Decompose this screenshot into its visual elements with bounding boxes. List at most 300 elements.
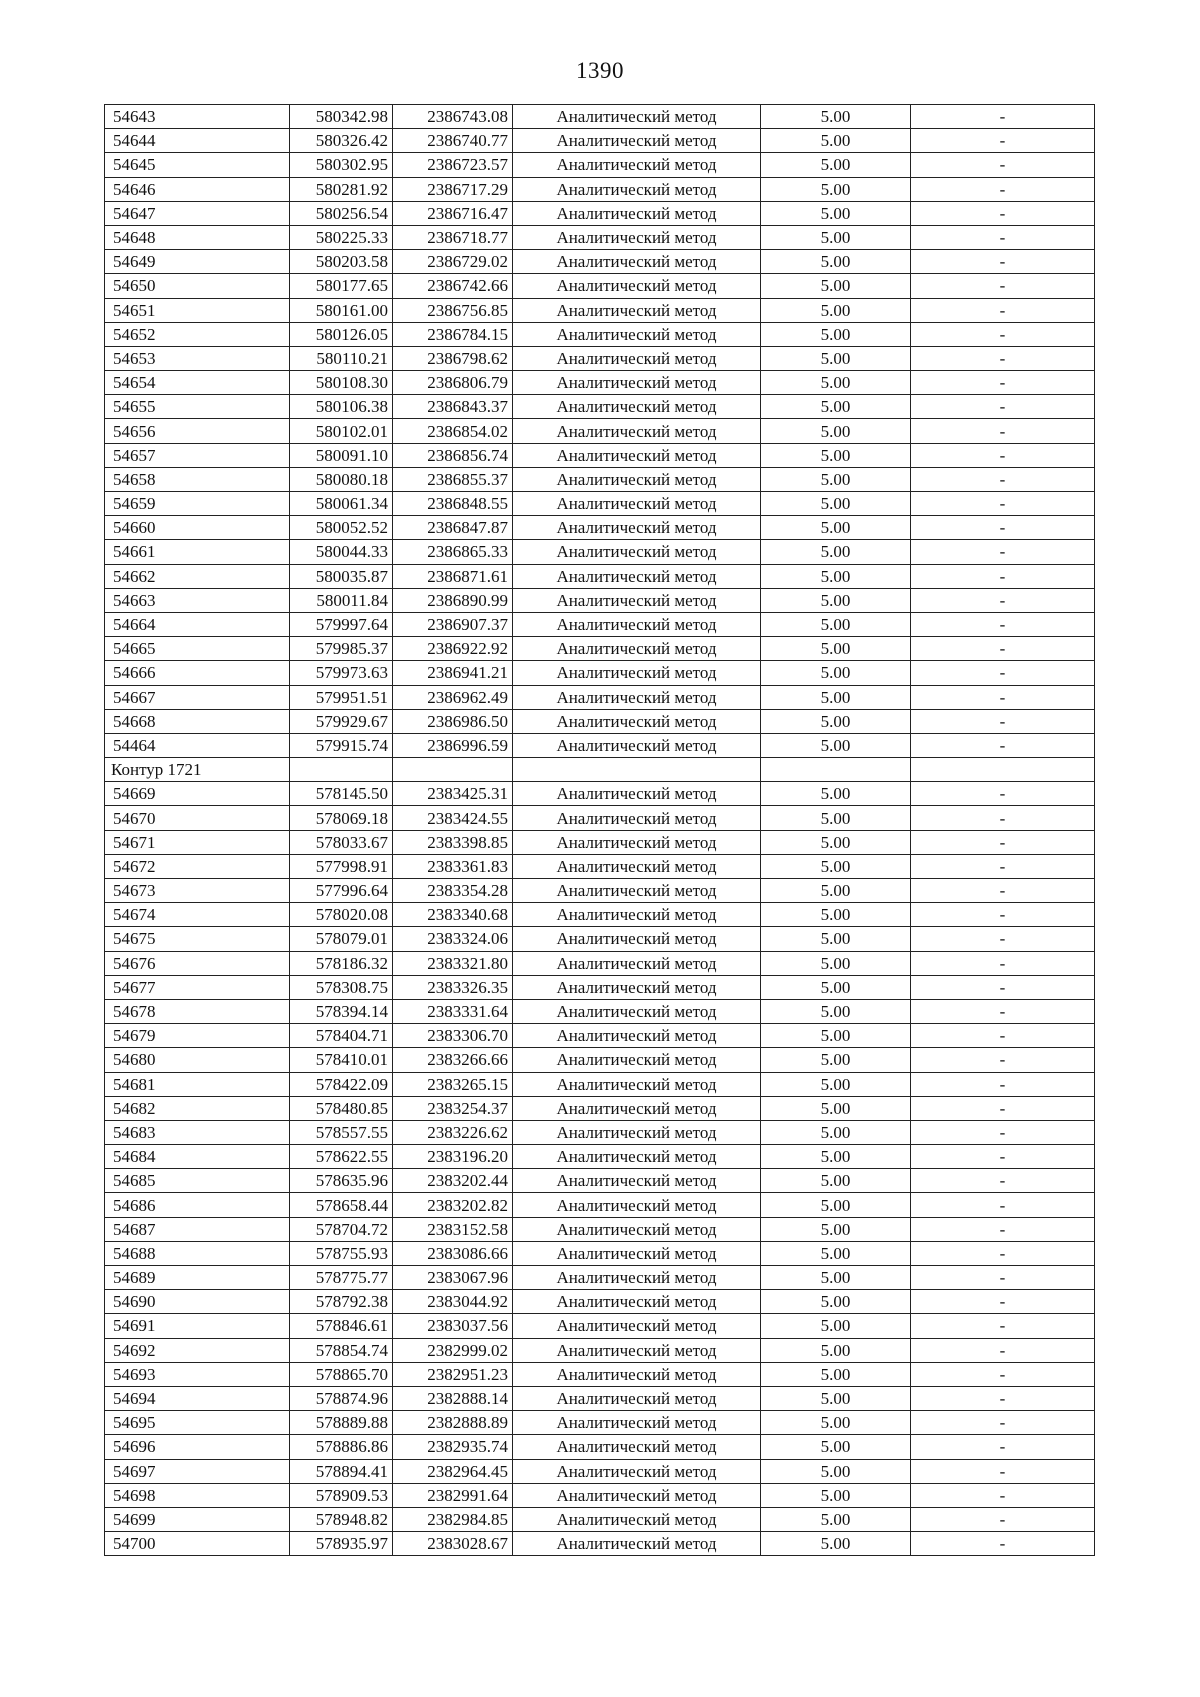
description-cell: - (911, 105, 1095, 129)
point-id-cell: 54670 (105, 806, 290, 830)
accuracy-cell: 5.00 (761, 588, 911, 612)
table-row (105, 1507, 1095, 1531)
point-id-cell: 54643 (105, 105, 290, 129)
description-cell: - (911, 1507, 1095, 1531)
description-cell: - (911, 1145, 1095, 1169)
y-coordinate-cell: 2383326.35 (393, 975, 513, 999)
table-row (105, 588, 1095, 612)
table-row (105, 782, 1095, 806)
page-number: 1390 (576, 58, 624, 83)
description-cell: - (911, 1314, 1095, 1338)
table-row (105, 1241, 1095, 1265)
table-row (105, 903, 1095, 927)
table-row (105, 685, 1095, 709)
point-id-cell: 54667 (105, 685, 290, 709)
accuracy-cell: 5.00 (761, 879, 911, 903)
point-id-cell: 54681 (105, 1072, 290, 1096)
point-id-cell: 54693 (105, 1362, 290, 1386)
x-coordinate-cell: 578033.67 (290, 830, 393, 854)
table-row (105, 612, 1095, 636)
table-row (105, 371, 1095, 395)
point-id-cell: 54645 (105, 153, 290, 177)
table-row (105, 1169, 1095, 1193)
method-cell: Аналитический метод (513, 105, 761, 129)
point-id-cell: 54679 (105, 1024, 290, 1048)
table-row (105, 1290, 1095, 1314)
y-coordinate-cell: 2386847.87 (393, 516, 513, 540)
method-cell: Аналитический метод (513, 951, 761, 975)
table-row (105, 733, 1095, 757)
accuracy-cell: 5.00 (761, 1096, 911, 1120)
table-row (105, 153, 1095, 177)
section-title: Контур 1721 (105, 758, 290, 782)
y-coordinate-cell: 2386843.37 (393, 395, 513, 419)
y-coordinate-cell: 2386717.29 (393, 177, 513, 201)
y-coordinate-cell: 2383266.66 (393, 1048, 513, 1072)
accuracy-cell: 5.00 (761, 1411, 911, 1435)
table-row (105, 1266, 1095, 1290)
point-id-cell: 54646 (105, 177, 290, 201)
x-coordinate-cell: 578658.44 (290, 1193, 393, 1217)
x-coordinate-cell: 580256.54 (290, 201, 393, 225)
description-cell: - (911, 129, 1095, 153)
y-coordinate-cell: 2383324.06 (393, 927, 513, 951)
empty-cell (290, 758, 393, 782)
accuracy-cell: 5.00 (761, 250, 911, 274)
point-id-cell: 54666 (105, 661, 290, 685)
description-cell: - (911, 322, 1095, 346)
x-coordinate-cell: 579915.74 (290, 733, 393, 757)
empty-cell (761, 758, 911, 782)
table-row (105, 419, 1095, 443)
x-coordinate-cell: 578704.72 (290, 1217, 393, 1241)
description-cell: - (911, 371, 1095, 395)
description-cell: - (911, 250, 1095, 274)
table-row (105, 1338, 1095, 1362)
description-cell: - (911, 395, 1095, 419)
accuracy-cell: 5.00 (761, 709, 911, 733)
method-cell: Аналитический метод (513, 443, 761, 467)
table-row (105, 1193, 1095, 1217)
method-cell: Аналитический метод (513, 225, 761, 249)
accuracy-cell: 5.00 (761, 395, 911, 419)
accuracy-cell: 5.00 (761, 516, 911, 540)
y-coordinate-cell: 2383306.70 (393, 1024, 513, 1048)
method-cell: Аналитический метод (513, 612, 761, 636)
method-cell: Аналитический метод (513, 419, 761, 443)
method-cell: Аналитический метод (513, 201, 761, 225)
description-cell: - (911, 1120, 1095, 1144)
x-coordinate-cell: 578069.18 (290, 806, 393, 830)
x-coordinate-cell: 580326.42 (290, 129, 393, 153)
point-id-cell: 54668 (105, 709, 290, 733)
point-id-cell: 54671 (105, 830, 290, 854)
table-row (105, 830, 1095, 854)
point-id-cell: 54651 (105, 298, 290, 322)
x-coordinate-cell: 580102.01 (290, 419, 393, 443)
y-coordinate-cell: 2383425.31 (393, 782, 513, 806)
accuracy-cell: 5.00 (761, 999, 911, 1023)
x-coordinate-cell: 577998.91 (290, 854, 393, 878)
point-id-cell: 54660 (105, 516, 290, 540)
point-id-cell: 54654 (105, 371, 290, 395)
x-coordinate-cell: 578874.96 (290, 1386, 393, 1410)
description-cell: - (911, 153, 1095, 177)
point-id-cell: 54649 (105, 250, 290, 274)
description-cell: - (911, 1266, 1095, 1290)
table-row (105, 564, 1095, 588)
point-id-cell: 54647 (105, 201, 290, 225)
point-id-cell: 54690 (105, 1290, 290, 1314)
x-coordinate-cell: 580203.58 (290, 250, 393, 274)
description-cell: - (911, 806, 1095, 830)
y-coordinate-cell: 2386740.77 (393, 129, 513, 153)
method-cell: Аналитический метод (513, 830, 761, 854)
x-coordinate-cell: 579985.37 (290, 637, 393, 661)
x-coordinate-cell: 580091.10 (290, 443, 393, 467)
method-cell: Аналитический метод (513, 1169, 761, 1193)
method-cell: Аналитический метод (513, 492, 761, 516)
point-id-cell: 54653 (105, 346, 290, 370)
x-coordinate-cell: 580035.87 (290, 564, 393, 588)
description-cell: - (911, 685, 1095, 709)
y-coordinate-cell: 2386854.02 (393, 419, 513, 443)
y-coordinate-cell: 2386986.50 (393, 709, 513, 733)
point-id-cell: 54665 (105, 637, 290, 661)
table-row (105, 516, 1095, 540)
method-cell: Аналитический метод (513, 782, 761, 806)
x-coordinate-cell: 578755.93 (290, 1241, 393, 1265)
x-coordinate-cell: 578557.55 (290, 1120, 393, 1144)
accuracy-cell: 5.00 (761, 854, 911, 878)
accuracy-cell: 5.00 (761, 1459, 911, 1483)
point-id-cell: 54686 (105, 1193, 290, 1217)
accuracy-cell: 5.00 (761, 927, 911, 951)
table-row (105, 298, 1095, 322)
method-cell: Аналитический метод (513, 153, 761, 177)
table-row (105, 1314, 1095, 1338)
table-row (105, 274, 1095, 298)
point-id-cell: 54691 (105, 1314, 290, 1338)
y-coordinate-cell: 2383265.15 (393, 1072, 513, 1096)
point-id-cell: 54695 (105, 1411, 290, 1435)
y-coordinate-cell: 2386996.59 (393, 733, 513, 757)
method-cell: Аналитический метод (513, 250, 761, 274)
point-id-cell: 54684 (105, 1145, 290, 1169)
description-cell: - (911, 1241, 1095, 1265)
accuracy-cell: 5.00 (761, 1193, 911, 1217)
method-cell: Аналитический метод (513, 1096, 761, 1120)
point-id-cell: 54648 (105, 225, 290, 249)
accuracy-cell: 5.00 (761, 443, 911, 467)
y-coordinate-cell: 2383331.64 (393, 999, 513, 1023)
method-cell: Аналитический метод (513, 588, 761, 612)
method-cell: Аналитический метод (513, 733, 761, 757)
accuracy-cell: 5.00 (761, 830, 911, 854)
description-cell: - (911, 975, 1095, 999)
point-id-cell: 54644 (105, 129, 290, 153)
x-coordinate-cell: 577996.64 (290, 879, 393, 903)
accuracy-cell: 5.00 (761, 492, 911, 516)
x-coordinate-cell: 580011.84 (290, 588, 393, 612)
method-cell: Аналитический метод (513, 1338, 761, 1362)
description-cell: - (911, 443, 1095, 467)
description-cell: - (911, 830, 1095, 854)
table-row (105, 1120, 1095, 1144)
accuracy-cell: 5.00 (761, 346, 911, 370)
method-cell: Аналитический метод (513, 903, 761, 927)
accuracy-cell: 5.00 (761, 1290, 911, 1314)
y-coordinate-cell: 2383028.67 (393, 1532, 513, 1556)
point-id-cell: 54663 (105, 588, 290, 612)
accuracy-cell: 5.00 (761, 419, 911, 443)
accuracy-cell: 5.00 (761, 1169, 911, 1193)
x-coordinate-cell: 578020.08 (290, 903, 393, 927)
empty-cell (911, 758, 1095, 782)
point-id-cell: 54677 (105, 975, 290, 999)
description-cell: - (911, 951, 1095, 975)
table-row (105, 1435, 1095, 1459)
accuracy-cell: 5.00 (761, 733, 911, 757)
accuracy-cell: 5.00 (761, 1435, 911, 1459)
description-cell: - (911, 661, 1095, 685)
x-coordinate-cell: 580126.05 (290, 322, 393, 346)
y-coordinate-cell: 2383152.58 (393, 1217, 513, 1241)
point-id-cell: 54674 (105, 903, 290, 927)
method-cell: Аналитический метод (513, 1435, 761, 1459)
point-id-cell: 54683 (105, 1120, 290, 1144)
y-coordinate-cell: 2386742.66 (393, 274, 513, 298)
point-id-cell: 54678 (105, 999, 290, 1023)
description-cell: - (911, 927, 1095, 951)
point-id-cell: 54655 (105, 395, 290, 419)
method-cell: Аналитический метод (513, 927, 761, 951)
accuracy-cell: 5.00 (761, 1145, 911, 1169)
point-id-cell: 54675 (105, 927, 290, 951)
accuracy-cell: 5.00 (761, 1314, 911, 1338)
x-coordinate-cell: 579973.63 (290, 661, 393, 685)
point-id-cell: 54656 (105, 419, 290, 443)
y-coordinate-cell: 2386922.92 (393, 637, 513, 661)
description-cell: - (911, 419, 1095, 443)
description-cell: - (911, 879, 1095, 903)
point-id-cell: 54696 (105, 1435, 290, 1459)
x-coordinate-cell: 578775.77 (290, 1266, 393, 1290)
y-coordinate-cell: 2383398.85 (393, 830, 513, 854)
accuracy-cell: 5.00 (761, 951, 911, 975)
description-cell: - (911, 637, 1095, 661)
description-cell: - (911, 782, 1095, 806)
accuracy-cell: 5.00 (761, 129, 911, 153)
accuracy-cell: 5.00 (761, 612, 911, 636)
description-cell: - (911, 1290, 1095, 1314)
table-row (105, 540, 1095, 564)
y-coordinate-cell: 2386962.49 (393, 685, 513, 709)
y-coordinate-cell: 2383340.68 (393, 903, 513, 927)
accuracy-cell: 5.00 (761, 298, 911, 322)
method-cell: Аналитический метод (513, 1483, 761, 1507)
y-coordinate-cell: 2386907.37 (393, 612, 513, 636)
method-cell: Аналитический метод (513, 346, 761, 370)
description-cell: - (911, 733, 1095, 757)
table-row (105, 346, 1095, 370)
x-coordinate-cell: 580061.34 (290, 492, 393, 516)
y-coordinate-cell: 2386716.47 (393, 201, 513, 225)
description-cell: - (911, 1459, 1095, 1483)
description-cell: - (911, 1048, 1095, 1072)
x-coordinate-cell: 580106.38 (290, 395, 393, 419)
x-coordinate-cell: 580161.00 (290, 298, 393, 322)
y-coordinate-cell: 2386729.02 (393, 250, 513, 274)
description-cell: - (911, 177, 1095, 201)
description-cell: - (911, 516, 1095, 540)
x-coordinate-cell: 580108.30 (290, 371, 393, 395)
y-coordinate-cell: 2382964.45 (393, 1459, 513, 1483)
accuracy-cell: 5.00 (761, 467, 911, 491)
point-id-cell: 54692 (105, 1338, 290, 1362)
y-coordinate-cell: 2383424.55 (393, 806, 513, 830)
accuracy-cell: 5.00 (761, 177, 911, 201)
accuracy-cell: 5.00 (761, 1483, 911, 1507)
point-id-cell: 54700 (105, 1532, 290, 1556)
y-coordinate-cell: 2386941.21 (393, 661, 513, 685)
method-cell: Аналитический метод (513, 177, 761, 201)
x-coordinate-cell: 578935.97 (290, 1532, 393, 1556)
x-coordinate-cell: 578792.38 (290, 1290, 393, 1314)
x-coordinate-cell: 578865.70 (290, 1362, 393, 1386)
accuracy-cell: 5.00 (761, 540, 911, 564)
description-cell: - (911, 1096, 1095, 1120)
table-row (105, 129, 1095, 153)
point-id-cell: 54650 (105, 274, 290, 298)
method-cell: Аналитический метод (513, 975, 761, 999)
accuracy-cell: 5.00 (761, 201, 911, 225)
x-coordinate-cell: 578622.55 (290, 1145, 393, 1169)
method-cell: Аналитический метод (513, 1290, 761, 1314)
coordinates-table-body (105, 105, 1095, 1556)
y-coordinate-cell: 2383254.37 (393, 1096, 513, 1120)
x-coordinate-cell: 580225.33 (290, 225, 393, 249)
y-coordinate-cell: 2386798.62 (393, 346, 513, 370)
point-id-cell: 54688 (105, 1241, 290, 1265)
accuracy-cell: 5.00 (761, 105, 911, 129)
method-cell: Аналитический метод (513, 564, 761, 588)
accuracy-cell: 5.00 (761, 1072, 911, 1096)
table-row (105, 927, 1095, 951)
x-coordinate-cell: 580281.92 (290, 177, 393, 201)
point-id-cell: 54659 (105, 492, 290, 516)
accuracy-cell: 5.00 (761, 1266, 911, 1290)
x-coordinate-cell: 579929.67 (290, 709, 393, 733)
y-coordinate-cell: 2382888.14 (393, 1386, 513, 1410)
coordinates-table (104, 104, 1095, 1556)
table-row (105, 395, 1095, 419)
table-row (105, 1217, 1095, 1241)
table-row (105, 661, 1095, 685)
description-cell: - (911, 1386, 1095, 1410)
x-coordinate-cell: 578404.71 (290, 1024, 393, 1048)
x-coordinate-cell: 578886.86 (290, 1435, 393, 1459)
y-coordinate-cell: 2382991.64 (393, 1483, 513, 1507)
description-cell: - (911, 1411, 1095, 1435)
y-coordinate-cell: 2382935.74 (393, 1435, 513, 1459)
method-cell: Аналитический метод (513, 322, 761, 346)
description-cell: - (911, 854, 1095, 878)
method-cell: Аналитический метод (513, 1507, 761, 1531)
y-coordinate-cell: 2382984.85 (393, 1507, 513, 1531)
table-row (105, 951, 1095, 975)
accuracy-cell: 5.00 (761, 1362, 911, 1386)
table-row (105, 1072, 1095, 1096)
description-cell: - (911, 1483, 1095, 1507)
y-coordinate-cell: 2386890.99 (393, 588, 513, 612)
point-id-cell: 54676 (105, 951, 290, 975)
table-row (105, 854, 1095, 878)
description-cell: - (911, 298, 1095, 322)
point-id-cell: 54652 (105, 322, 290, 346)
description-cell: - (911, 709, 1095, 733)
x-coordinate-cell: 578394.14 (290, 999, 393, 1023)
method-cell: Аналитический метод (513, 1217, 761, 1241)
table-row (105, 322, 1095, 346)
x-coordinate-cell: 579951.51 (290, 685, 393, 709)
method-cell: Аналитический метод (513, 1314, 761, 1338)
y-coordinate-cell: 2386806.79 (393, 371, 513, 395)
table-row (105, 201, 1095, 225)
accuracy-cell: 5.00 (761, 637, 911, 661)
method-cell: Аналитический метод (513, 661, 761, 685)
description-cell: - (911, 588, 1095, 612)
y-coordinate-cell: 2383321.80 (393, 951, 513, 975)
method-cell: Аналитический метод (513, 395, 761, 419)
description-cell: - (911, 1024, 1095, 1048)
x-coordinate-cell: 578909.53 (290, 1483, 393, 1507)
x-coordinate-cell: 578635.96 (290, 1169, 393, 1193)
method-cell: Аналитический метод (513, 999, 761, 1023)
section-header-row (105, 758, 1095, 782)
x-coordinate-cell: 578894.41 (290, 1459, 393, 1483)
method-cell: Аналитический метод (513, 879, 761, 903)
method-cell: Аналитический метод (513, 467, 761, 491)
method-cell: Аналитический метод (513, 1024, 761, 1048)
description-cell: - (911, 612, 1095, 636)
x-coordinate-cell: 578854.74 (290, 1338, 393, 1362)
method-cell: Аналитический метод (513, 1241, 761, 1265)
accuracy-cell: 5.00 (761, 685, 911, 709)
y-coordinate-cell: 2386723.57 (393, 153, 513, 177)
description-cell: - (911, 999, 1095, 1023)
description-cell: - (911, 346, 1095, 370)
method-cell: Аналитический метод (513, 1266, 761, 1290)
y-coordinate-cell: 2386743.08 (393, 105, 513, 129)
description-cell: - (911, 903, 1095, 927)
accuracy-cell: 5.00 (761, 371, 911, 395)
description-cell: - (911, 225, 1095, 249)
y-coordinate-cell: 2386756.85 (393, 298, 513, 322)
accuracy-cell: 5.00 (761, 806, 911, 830)
method-cell: Аналитический метод (513, 806, 761, 830)
point-id-cell: 54672 (105, 854, 290, 878)
accuracy-cell: 5.00 (761, 225, 911, 249)
table-row (105, 492, 1095, 516)
method-cell: Аналитический метод (513, 1459, 761, 1483)
table-row (105, 467, 1095, 491)
accuracy-cell: 5.00 (761, 1386, 911, 1410)
method-cell: Аналитический метод (513, 1362, 761, 1386)
point-id-cell: 54697 (105, 1459, 290, 1483)
point-id-cell: 54661 (105, 540, 290, 564)
accuracy-cell: 5.00 (761, 1338, 911, 1362)
